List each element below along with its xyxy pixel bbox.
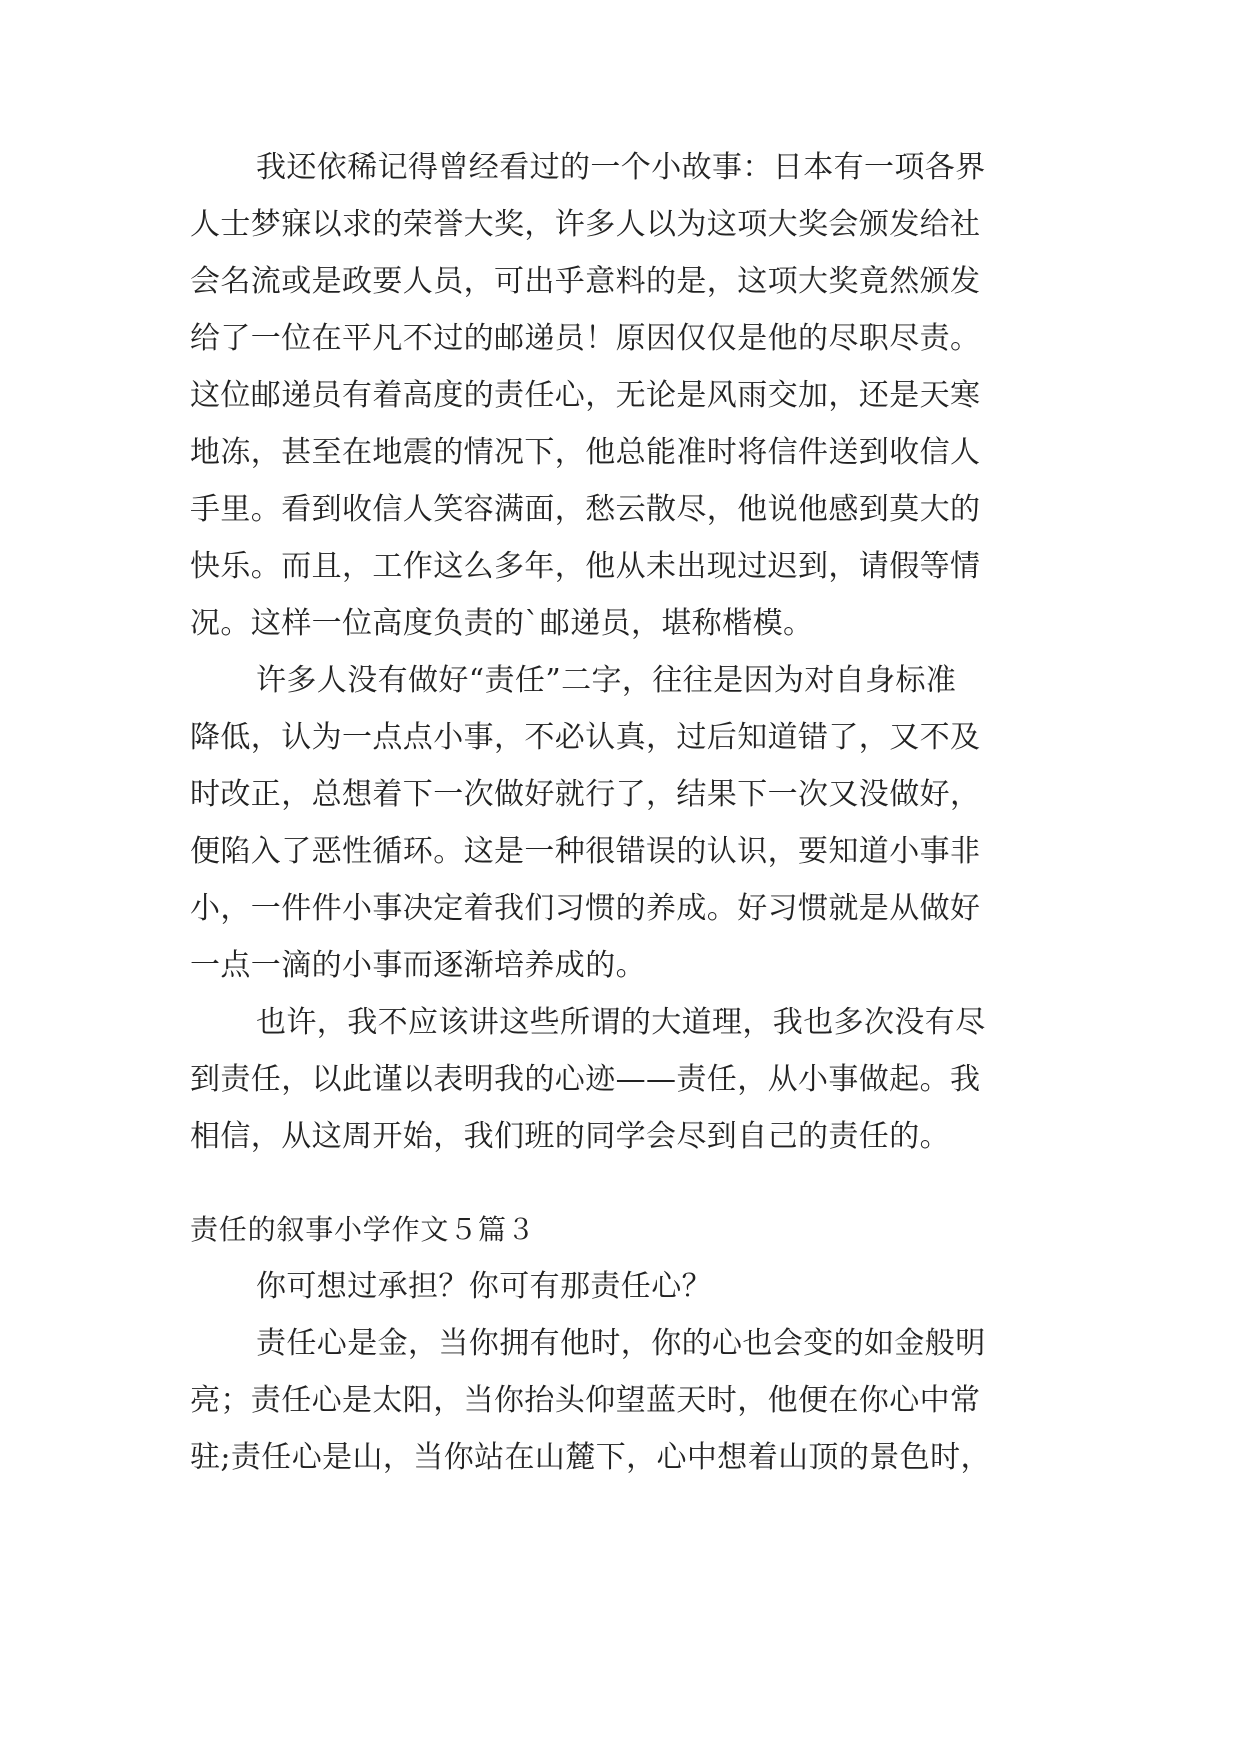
paragraph-1-line-7: 手里。看到收信人笑容满面，愁云散尽，他说他感到莫大的 (190, 492, 981, 527)
paragraph-1-line-2: 人士梦寐以求的荣誉大奖，许多人以为这项大奖会颁发给社 (190, 207, 981, 242)
section-heading: 责任的叙事小学作文５篇３ (190, 1213, 536, 1246)
paragraph-2-line-5: 小，一件件小事决定着我们习惯的养成。好习惯就是从做好 (190, 891, 981, 926)
paragraph-2-line-6: 一点一滴的小事而逐渐培养成的。 (190, 948, 646, 983)
paragraph-5-line-3: 驻;责任心是山，当你站在山麓下，心中想着山顶的景色时， (190, 1440, 991, 1475)
paragraph-5-line-2: 亮；责任心是太阳，当你抬头仰望蓝天时，他便在你心中常 (190, 1383, 981, 1418)
paragraph-3-line-1: 也许，我不应该讲这些所谓的大道理，我也多次没有尽 (256, 1005, 986, 1040)
paragraph-4-line-1: 你可想过承担？你可有那责任心？ (256, 1269, 712, 1304)
paragraph-5-line-1: 责任心是金，当你拥有他时，你的心也会变的如金般明 (256, 1326, 986, 1361)
paragraph-1-line-1: 我还依稀记得曾经看过的一个小故事：日本有一项各界 (256, 150, 986, 185)
paragraph-3-line-3: 相信，从这周开始，我们班的同学会尽到自己的责任的。 (190, 1119, 950, 1154)
paragraph-2-line-2: 降低，认为一点点小事，不必认真，过后知道错了，又不及 (190, 720, 981, 755)
paragraph-1-line-8: 快乐。而且，工作这么多年，他从未出现过迟到，请假等情 (190, 549, 981, 584)
paragraph-1-line-9: 况。这样一位高度负责的`邮递员，堪称楷模。 (190, 606, 814, 641)
paragraph-1-line-3: 会名流或是政要人员，可出乎意料的是，这项大奖竟然颁发 (190, 264, 981, 299)
paragraph-3-line-2: 到责任，以此谨以表明我的心迹——责任，从小事做起。我 (190, 1062, 981, 1097)
paragraph-1-line-5: 这位邮递员有着高度的责任心，无论是风雨交加，还是天寒 (190, 378, 981, 413)
paragraph-2-line-4: 便陷入了恶性循环。这是一种很错误的认识，要知道小事非 (190, 834, 981, 869)
paragraph-1-line-4: 给了一位在平凡不过的邮递员！原因仅仅是他的尽职尽责。 (190, 321, 981, 356)
paragraph-2-line-1: 许多人没有做好“责任”二字，往往是因为对自身标准 (256, 663, 957, 698)
paragraph-1-line-6: 地冻，甚至在地震的情况下，他总能准时将信件送到收信人 (190, 435, 981, 470)
paragraph-2-line-3: 时改正，总想着下一次做好就行了，结果下一次又没做好， (190, 777, 981, 812)
